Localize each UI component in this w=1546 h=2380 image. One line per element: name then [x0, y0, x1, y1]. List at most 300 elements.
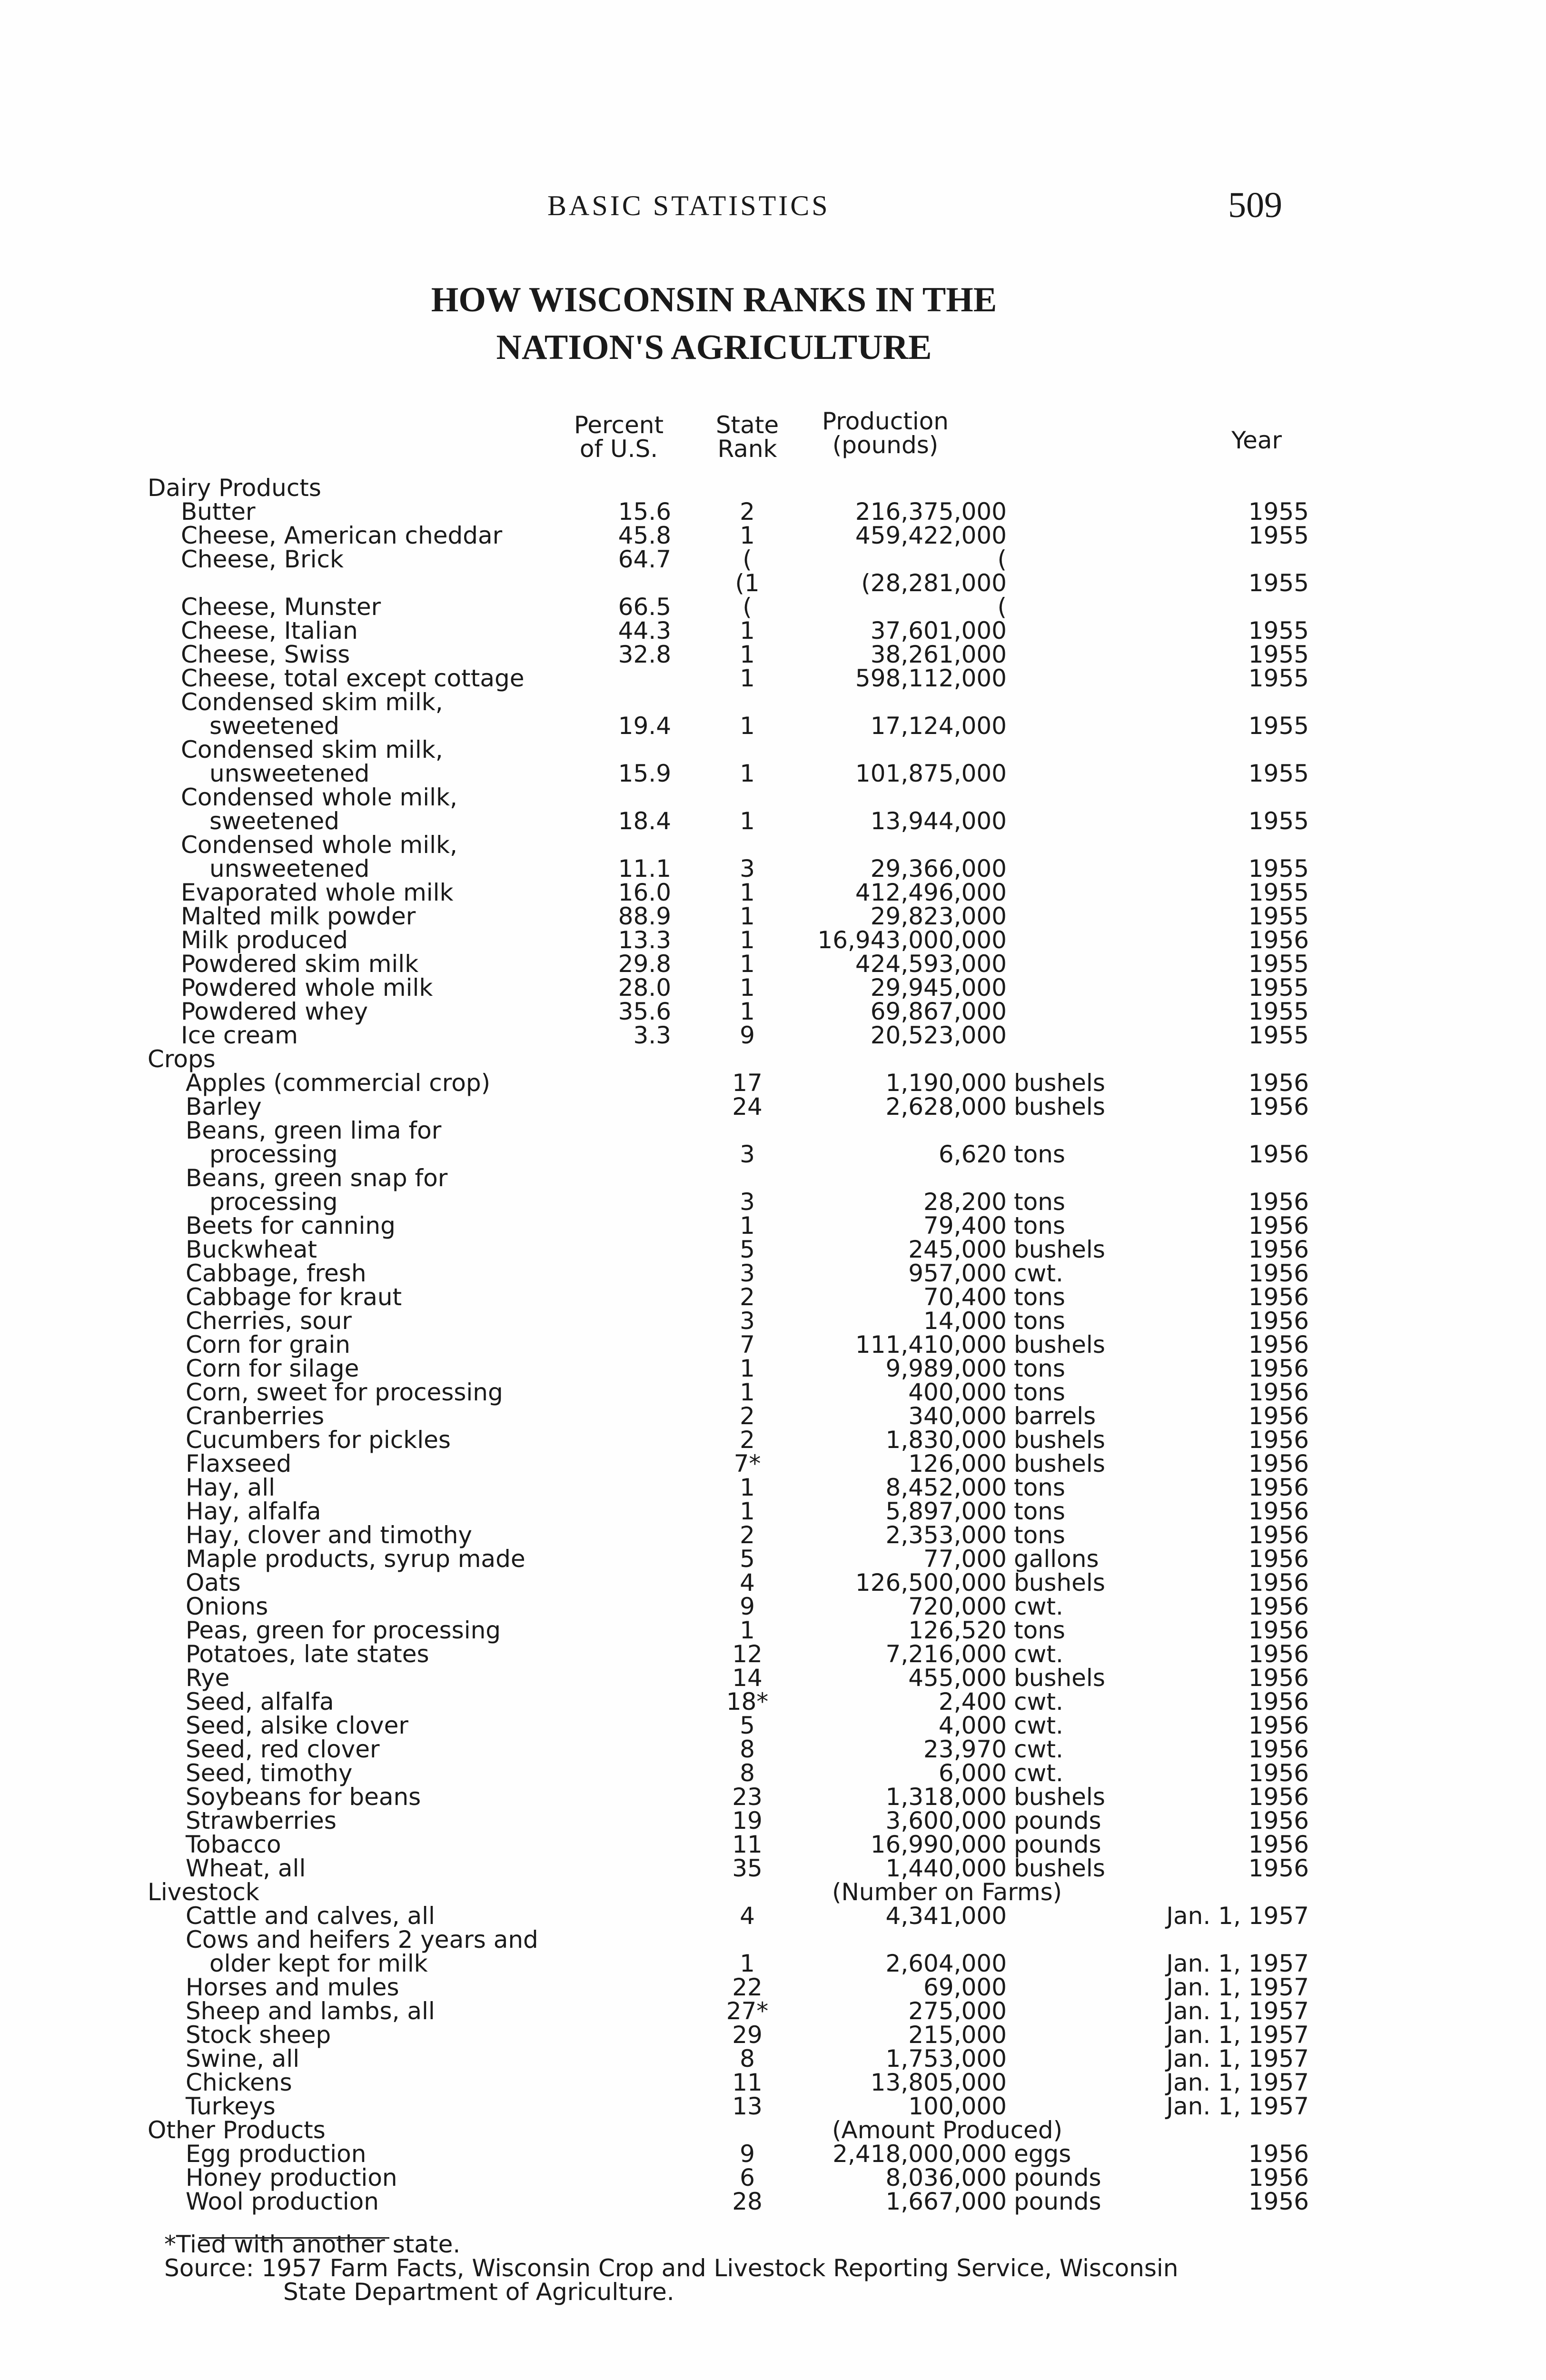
production: 16,943,000,000	[817, 926, 1007, 954]
table-row	[0, 2166, 1546, 2190]
item-name: Swine, all	[186, 2045, 300, 2073]
percent-of-us: 45.8	[618, 522, 671, 549]
state-rank: 4	[740, 1902, 755, 1930]
table-row	[0, 1618, 1546, 1642]
year: 1956	[1248, 1259, 1309, 1287]
table-row	[0, 2094, 1546, 2118]
year: 1956	[1248, 1616, 1309, 1644]
table-row	[0, 1856, 1546, 1880]
column-note: (Number on Farms)	[832, 1878, 1062, 1906]
table-row	[0, 1714, 1546, 1737]
unit: bushels	[1014, 1569, 1105, 1597]
state-rank: (1	[735, 569, 760, 597]
item-name: Barley	[186, 1093, 262, 1121]
item-name: Beans, green snap for	[186, 1164, 448, 1192]
state-rank: (	[743, 593, 752, 621]
production: 215,000	[908, 2021, 1007, 2049]
year: 1955	[1248, 522, 1309, 549]
state-rank: 3	[740, 855, 755, 883]
year: 1956	[1248, 1426, 1309, 1454]
item-name: Dairy Products	[148, 474, 321, 502]
year: 1956	[1248, 2140, 1309, 2168]
item-name: Apples (commercial crop)	[186, 1069, 491, 1097]
table-row	[0, 2118, 1546, 2142]
item-name: Condensed skim milk,	[181, 736, 443, 764]
item-name: Stock sheep	[186, 2021, 331, 2049]
table-row	[0, 762, 1546, 785]
unit: tons	[1014, 1474, 1065, 1501]
state-rank: 1	[740, 522, 755, 549]
item-name: Corn for grain	[186, 1331, 350, 1359]
item-name: Wheat, all	[186, 1854, 306, 1882]
item-name: Condensed whole milk,	[181, 831, 457, 859]
item-name: Cheese, Munster	[181, 593, 381, 621]
table-row	[0, 976, 1546, 1000]
year: 1955	[1248, 998, 1309, 1025]
item-name: Cheese, total except cottage	[181, 664, 525, 692]
item-name: Seed, red clover	[186, 1735, 380, 1763]
rank-header-line-2: Rank	[717, 435, 777, 463]
year: 1956	[1248, 1569, 1309, 1597]
production: 126,000	[908, 1450, 1007, 1478]
year: 1955	[1248, 617, 1309, 645]
unit: cwt.	[1014, 1759, 1063, 1787]
production: 69,867,000	[870, 998, 1007, 1025]
item-name: Cheese, Brick	[181, 545, 344, 573]
state-rank: 1	[740, 807, 755, 835]
item-name: Cucumbers for pickles	[186, 1426, 451, 1454]
state-rank: 2	[740, 1402, 755, 1430]
state-rank: 1	[740, 1378, 755, 1406]
item-name: older kept for milk	[209, 1950, 428, 1977]
percent-of-us: 19.4	[618, 712, 671, 740]
year: Jan. 1, 1957	[1166, 1997, 1309, 2025]
item-name: Butter	[181, 498, 256, 526]
production: 77,000	[923, 1545, 1007, 1573]
production: 29,366,000	[870, 855, 1007, 883]
production: 4,341,000	[885, 1902, 1007, 1930]
table-row	[0, 500, 1546, 524]
production: 2,628,000	[885, 1093, 1007, 1121]
state-rank: 2	[740, 498, 755, 526]
unit: cwt.	[1014, 1640, 1063, 1668]
state-rank: 11	[732, 2069, 763, 2096]
state-rank: 13	[732, 2092, 763, 2120]
table-row	[0, 1761, 1546, 1785]
state-rank: 14	[732, 1664, 763, 1692]
state-rank: 1	[740, 1616, 755, 1644]
state-rank: 9	[740, 1021, 755, 1049]
state-rank: 8	[740, 2045, 755, 2073]
state-rank: 1	[740, 998, 755, 1025]
production: 20,523,000	[870, 1021, 1007, 1049]
year: 1956	[1248, 1640, 1309, 1668]
year: 1956	[1248, 2164, 1309, 2192]
table-row	[0, 2023, 1546, 2047]
year: 1955	[1248, 807, 1309, 835]
state-rank: 1	[740, 1355, 755, 1382]
unit: tons	[1014, 1378, 1065, 1406]
year: 1955	[1248, 855, 1309, 883]
unit: cwt.	[1014, 1259, 1063, 1287]
year: Jan. 1, 1957	[1166, 2021, 1309, 2049]
source-line-1: Source: 1957 Farm Facts, Wisconsin Crop and Livestock Reporting Service, Wisconsin	[164, 2254, 1179, 2282]
state-rank: 1	[740, 1497, 755, 1525]
table-row	[0, 595, 1546, 619]
table-row	[0, 1690, 1546, 1714]
production: 275,000	[908, 1997, 1007, 2025]
source-line-2: State Department of Agriculture.	[283, 2278, 674, 2306]
item-name: Hay, all	[186, 1474, 276, 1501]
item-name: Seed, alfalfa	[186, 1688, 334, 1716]
table-row	[0, 857, 1546, 881]
table-row	[0, 928, 1546, 952]
item-name: Wool production	[186, 2188, 379, 2215]
table-row	[0, 1547, 1546, 1571]
production: 7,216,000	[885, 1640, 1007, 1668]
production: (28,281,000	[861, 569, 1007, 597]
table-row	[0, 1571, 1546, 1595]
year: Jan. 1, 1957	[1166, 2045, 1309, 2073]
production: 598,112,000	[855, 664, 1007, 692]
table-row	[0, 666, 1546, 690]
item-name: Honey production	[186, 2164, 397, 2192]
production: 459,422,000	[855, 522, 1007, 549]
unit: tons	[1014, 1521, 1065, 1549]
table-row	[0, 952, 1546, 976]
table-row	[0, 1023, 1546, 1047]
item-name: Powdered whole milk	[181, 974, 433, 1002]
unit: tons	[1014, 1616, 1065, 1644]
year: 1956	[1248, 1283, 1309, 1311]
item-name: Seed, timothy	[186, 1759, 353, 1787]
unit: tons	[1014, 1307, 1065, 1335]
production-column-header	[809, 409, 961, 457]
unit: bushels	[1014, 1426, 1105, 1454]
unit: tons	[1014, 1188, 1065, 1216]
item-name: Strawberries	[186, 1807, 337, 1835]
table-row	[0, 1452, 1546, 1476]
table-row	[0, 1880, 1546, 1904]
table-row	[0, 1238, 1546, 1261]
year-header: Year	[1231, 426, 1282, 454]
production: 6,620	[938, 1140, 1007, 1168]
item-name: processing	[209, 1140, 338, 1168]
production: 126,500,000	[855, 1569, 1007, 1597]
unit: bushels	[1014, 1854, 1105, 1882]
table-row	[0, 1904, 1546, 1928]
percent-of-us: 35.6	[618, 998, 671, 1025]
year: 1956	[1248, 1402, 1309, 1430]
unit: bushels	[1014, 1783, 1105, 1811]
item-name: Powdered skim milk	[181, 950, 419, 978]
table-row	[0, 2142, 1546, 2166]
table-row	[0, 2047, 1546, 2071]
year: 1956	[1248, 1188, 1309, 1216]
item-name: sweetened	[209, 807, 340, 835]
item-name: Cheese, Italian	[181, 617, 358, 645]
production: 8,036,000	[885, 2164, 1007, 2192]
year: 1956	[1248, 1521, 1309, 1549]
production: 111,410,000	[855, 1331, 1007, 1359]
page-number: 509	[1228, 185, 1282, 225]
state-rank: 28	[732, 2188, 763, 2215]
unit: bushels	[1014, 1664, 1105, 1692]
year: 1955	[1248, 569, 1309, 597]
year: Jan. 1, 1957	[1166, 2069, 1309, 2096]
production: 13,944,000	[870, 807, 1007, 835]
percent-of-us: 66.5	[618, 593, 671, 621]
table-row	[0, 690, 1546, 714]
unit: cwt.	[1014, 1712, 1063, 1739]
production: 28,200	[923, 1188, 1007, 1216]
item-name: Oats	[186, 1569, 241, 1597]
year: 1956	[1248, 1688, 1309, 1716]
item-name: Maple products, syrup made	[186, 1545, 525, 1573]
state-rank: 1	[740, 641, 755, 668]
table-row	[0, 1666, 1546, 1690]
production: (	[997, 545, 1007, 573]
year: 1956	[1248, 1069, 1309, 1097]
state-rank: 35	[732, 1854, 763, 1882]
percent-of-us: 32.8	[618, 641, 671, 668]
table-row	[0, 1642, 1546, 1666]
production: 720,000	[908, 1593, 1007, 1620]
state-rank: 6	[740, 2164, 755, 2192]
item-name: Onions	[186, 1593, 268, 1620]
production: 29,823,000	[870, 902, 1007, 930]
unit: tons	[1014, 1355, 1065, 1382]
unit: pounds	[1014, 1831, 1101, 1858]
state-rank: 1	[740, 664, 755, 692]
unit: bushels	[1014, 1236, 1105, 1263]
year: 1956	[1248, 2188, 1309, 2215]
table-row	[0, 524, 1546, 547]
state-rank: 27*	[726, 1997, 769, 2025]
production: 37,601,000	[870, 617, 1007, 645]
state-rank: 1	[740, 974, 755, 1002]
table-row	[0, 1428, 1546, 1452]
state-rank: 24	[732, 1093, 763, 1121]
percent-of-us: 3.3	[633, 1021, 671, 1049]
state-rank: 1	[740, 879, 755, 906]
production: 101,875,000	[855, 760, 1007, 787]
table-row	[0, 1000, 1546, 1023]
year: 1956	[1248, 1712, 1309, 1739]
table-row	[0, 809, 1546, 833]
table-row	[0, 1833, 1546, 1856]
production-header-line-2: (pounds)	[832, 431, 939, 459]
year: 1955	[1248, 902, 1309, 930]
item-name: Sheep and lambs, all	[186, 1997, 435, 2025]
production: 13,805,000	[870, 2069, 1007, 2096]
table-row	[0, 476, 1546, 500]
percent-of-us: 11.1	[618, 855, 671, 883]
table-row	[0, 619, 1546, 643]
percent-of-us: 18.4	[618, 807, 671, 835]
production: 1,318,000	[885, 1783, 1007, 1811]
production: 1,440,000	[885, 1854, 1007, 1882]
state-rank: 7	[740, 1331, 755, 1359]
state-rank: 8	[740, 1735, 755, 1763]
production: 8,452,000	[885, 1474, 1007, 1501]
production: 2,400	[938, 1688, 1007, 1716]
percent-of-us: 44.3	[618, 617, 671, 645]
state-rank: 9	[740, 2140, 755, 2168]
unit: bushels	[1014, 1093, 1105, 1121]
table-row	[0, 547, 1546, 571]
table-row	[0, 785, 1546, 809]
production: 2,604,000	[885, 1950, 1007, 1977]
year: 1955	[1248, 641, 1309, 668]
state-rank: 7*	[733, 1450, 761, 1478]
state-rank: 22	[732, 1973, 763, 2001]
item-name: Cabbage for kraut	[186, 1283, 402, 1311]
item-name: Livestock	[148, 1878, 259, 1906]
state-rank: 1	[740, 902, 755, 930]
table-row	[0, 881, 1546, 904]
year: Jan. 1, 1957	[1166, 1950, 1309, 1977]
production: 23,970	[923, 1735, 1007, 1763]
item-name: Malted milk powder	[181, 902, 416, 930]
production: 1,190,000	[885, 1069, 1007, 1097]
unit: tons	[1014, 1140, 1065, 1168]
year: 1956	[1248, 1378, 1309, 1406]
production: 957,000	[908, 1259, 1007, 1287]
year: 1956	[1248, 1783, 1309, 1811]
item-name: Beans, green lima for	[186, 1117, 442, 1144]
table-row	[0, 1595, 1546, 1618]
state-rank: 1	[740, 1474, 755, 1501]
item-name: Potatoes, late states	[186, 1640, 429, 1668]
table-row	[0, 1737, 1546, 1761]
table-row	[0, 1333, 1546, 1357]
production: 245,000	[908, 1236, 1007, 1263]
item-name: Evaporated whole milk	[181, 879, 454, 906]
item-name: Cheese, American cheddar	[181, 522, 503, 549]
year: 1955	[1248, 1021, 1309, 1049]
state-rank: 5	[740, 1712, 755, 1739]
item-name: Cranberries	[186, 1402, 325, 1430]
production: 126,520	[908, 1616, 1007, 1644]
year: 1955	[1248, 950, 1309, 978]
production: 16,990,000	[870, 1831, 1007, 1858]
production: 400,000	[908, 1378, 1007, 1406]
unit: bushels	[1014, 1331, 1105, 1359]
state-rank: 3	[740, 1140, 755, 1168]
state-rank: 1	[740, 1212, 755, 1240]
unit: tons	[1014, 1497, 1065, 1525]
item-name: Soybeans for beans	[186, 1783, 421, 1811]
item-name: Beets for canning	[186, 1212, 396, 1240]
production: 2,353,000	[885, 1521, 1007, 1549]
year: 1956	[1248, 1212, 1309, 1240]
item-name: Corn, sweet for processing	[186, 1378, 503, 1406]
table-row	[0, 714, 1546, 738]
state-rank: 1	[740, 950, 755, 978]
state-rank: 3	[740, 1307, 755, 1335]
production: 1,830,000	[885, 1426, 1007, 1454]
production: 2,418,000,000	[832, 2140, 1007, 2168]
table-row	[0, 1404, 1546, 1428]
production: 100,000	[908, 2092, 1007, 2120]
table-row	[0, 2190, 1546, 2213]
year: Jan. 1, 1957	[1166, 1973, 1309, 2001]
item-name: Powdered whey	[181, 998, 368, 1025]
production: 412,496,000	[855, 879, 1007, 906]
unit: pounds	[1014, 1807, 1101, 1835]
unit: pounds	[1014, 2164, 1101, 2192]
rank-column-header	[700, 413, 795, 461]
table-row	[0, 1999, 1546, 2023]
unit: cwt.	[1014, 1593, 1063, 1620]
year: 1956	[1248, 1807, 1309, 1835]
table-row	[0, 833, 1546, 857]
percent-column-header	[557, 413, 681, 461]
state-rank: 2	[740, 1283, 755, 1311]
table-row	[0, 2071, 1546, 2094]
state-rank: 11	[732, 1831, 763, 1858]
production: 38,261,000	[870, 641, 1007, 668]
item-name: Cherries, sour	[186, 1307, 352, 1335]
year: 1956	[1248, 1854, 1309, 1882]
unit: cwt.	[1014, 1735, 1063, 1763]
table-row	[0, 1952, 1546, 1975]
table-row	[0, 1190, 1546, 1214]
table-row	[0, 1261, 1546, 1285]
production: 29,945,000	[870, 974, 1007, 1002]
year: Jan. 1, 1957	[1166, 1902, 1309, 1930]
production: 79,400	[923, 1212, 1007, 1240]
year: Jan. 1, 1957	[1166, 2092, 1309, 2120]
item-name: processing	[209, 1188, 338, 1216]
year: 1956	[1248, 1355, 1309, 1382]
production: 14,000	[923, 1307, 1007, 1335]
table-row	[0, 1380, 1546, 1404]
percent-of-us: 16.0	[618, 879, 671, 906]
table-row	[0, 571, 1546, 595]
item-name: Milk produced	[181, 926, 348, 954]
item-name: Horses and mules	[186, 1973, 399, 2001]
percent-header-line-2: of U.S.	[579, 435, 658, 463]
footnote: *Tied with another state.	[164, 2231, 461, 2258]
item-name: Rye	[186, 1664, 230, 1692]
unit: tons	[1014, 1212, 1065, 1240]
production: 70,400	[923, 1283, 1007, 1311]
percent-of-us: 28.0	[618, 974, 671, 1002]
state-rank: 3	[740, 1259, 755, 1287]
state-rank: 1	[740, 712, 755, 740]
table-row	[0, 1214, 1546, 1238]
item-name: Flaxseed	[186, 1450, 292, 1478]
item-name: Buckwheat	[186, 1236, 317, 1263]
production: 340,000	[908, 1402, 1007, 1430]
item-name: Seed, alsike clover	[186, 1712, 408, 1739]
item-name: Cattle and calves, all	[186, 1902, 435, 1930]
state-rank: 1	[740, 760, 755, 787]
year: 1955	[1248, 664, 1309, 692]
year: 1956	[1248, 1831, 1309, 1858]
item-name: Cabbage, fresh	[186, 1259, 367, 1287]
year: 1956	[1248, 1759, 1309, 1787]
item-name: Peas, green for processing	[186, 1616, 501, 1644]
production: 1,667,000	[885, 2188, 1007, 2215]
year: 1956	[1248, 1140, 1309, 1168]
item-name: Condensed whole milk,	[181, 783, 457, 811]
table-row	[0, 1166, 1546, 1190]
year: 1956	[1248, 1593, 1309, 1620]
column-note: (Amount Produced)	[832, 2116, 1063, 2144]
